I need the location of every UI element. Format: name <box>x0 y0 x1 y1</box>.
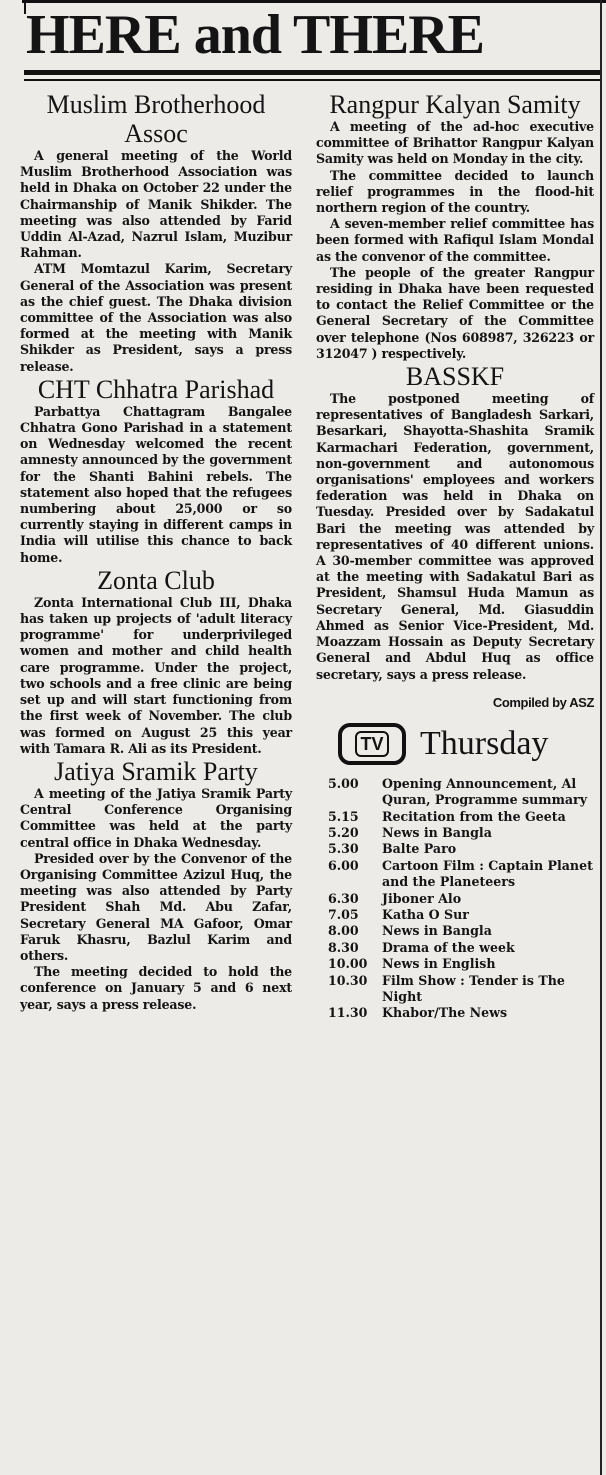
schedule-row <box>328 923 594 939</box>
schedule-row <box>328 956 594 972</box>
article-paragraph: A seven-member relief committee has been formed with Rafiqul Islam Mondal as the convenor of the committee. <box>316 216 594 264</box>
schedule-time: 11.30 <box>328 1005 368 1021</box>
masthead-rule-thick <box>24 70 600 75</box>
schedule-time: 6.00 <box>328 857 359 873</box>
tv-header <box>316 718 594 770</box>
schedule-row <box>328 825 594 841</box>
article-heading: Muslim Brotherhood Assoc <box>46 90 266 148</box>
article-heading: BASSKF <box>405 362 505 392</box>
schedule-program: Jiboner Alo <box>382 890 462 906</box>
schedule-time: 7.05 <box>328 906 359 922</box>
article-heading: Zonta Club <box>97 565 215 595</box>
schedule-row <box>328 973 594 1006</box>
article-paragraph: ATM Momtazul Karim, Secretary General of the Association was present as the chief guest. The Dhaka division committee of the Association was also formed at the meeting with Manik Shikder as President, says a press release. <box>20 261 292 374</box>
schedule-row <box>328 809 594 825</box>
article-heading: Rangpur Kalyan Samity <box>329 90 581 119</box>
article-paragraph: A meeting of the ad-hoc executive committee of Brihattor Rangpur Kalyan Samity was held on Monday in the city. <box>316 119 594 167</box>
compiler-credit: Compiled by ASZ <box>492 694 594 710</box>
schedule-row <box>328 940 594 956</box>
schedule-time: 10.30 <box>328 972 368 988</box>
article-paragraph: The meeting decided to hold the conference on January 5 and 6 next year, says a press release. <box>20 964 292 1012</box>
article-paragraph: Zonta International Club III, Dhaka has taken up projects of 'adult literacy programme' for underprivileged women and mother and child health care programme. Under the project, two schools and a free clinic are being set up and will start functioning from the first week of November. The club was formed on August 25 this year with Tamara R. Ali as its President. <box>20 594 292 756</box>
schedule-time: 5.30 <box>328 841 359 857</box>
article-paragraph: The people of the greater Rangpur residing in Dhaka have been requested to contact the Relief Committee or the General Secretary of the Committee over telephone (Nos 608987, 326223 or 312047 ) respectively. <box>316 264 594 361</box>
schedule-time: 5.15 <box>328 808 359 824</box>
schedule-row <box>328 841 594 857</box>
masthead: HERE and THERE <box>26 4 485 66</box>
schedule-program: Cartoon Film : Captain Planet and the Planeteers <box>382 857 593 890</box>
left-column <box>20 90 292 1013</box>
schedule-program: Balte Paro <box>382 841 457 857</box>
schedule-program: Recitation from the Geeta <box>382 808 566 824</box>
schedule-time: 8.30 <box>328 939 359 955</box>
tv-schedule <box>316 718 594 1022</box>
schedule-time: 5.20 <box>328 824 359 840</box>
article-paragraph: A general meeting of the World Muslim Brotherhood Association was held in Dhaka on October 22 under the Chairmanship of Manik Shikder. The meeting was also attended by Farid Uddin Al-Azad, Nazrul Islam, Muzibur Rahman. <box>20 148 292 261</box>
schedule-list <box>328 776 594 1022</box>
schedule-program: News in Bangla <box>382 824 492 840</box>
schedule-program: News in English <box>382 956 496 972</box>
article-cht-chhatra-parishad <box>20 375 292 566</box>
schedule-row <box>328 891 594 907</box>
schedule-program: Katha O Sur <box>382 906 469 922</box>
column-rule <box>600 0 602 1475</box>
article-muslim-brotherhood <box>20 90 292 375</box>
tv-logo-icon <box>338 723 406 765</box>
article-paragraph: Presided over by the Convenor of the Organising Committee Azizul Huq, the meeting was also attended by Party President Shah Md. Abu Zafar, Secretary General MA Gafoor, Omar Faruk Khasru, Bazlul Karim and others. <box>20 850 292 963</box>
schedule-time: 8.00 <box>328 923 359 939</box>
article-heading: Jatiya Sramik Party <box>54 756 258 786</box>
schedule-row <box>328 1005 594 1021</box>
article-paragraph: The postponed meeting of representatives of Bangladesh Sarkari, Besarkari, Shayotta-Shashita Sramik Karmachari Federation, government, non-government and autonomous organisations' employees and workers federation was held in Dhaka on Tuesday. Presided over by Sadakatul Bari the meeting was attended by representatives of 40 different unions. A 30-member committee was approved at the meeting with Sadakatul Bari as President, Shamsul Huda Mamun as Secretary General, Md. Giasuddin Ahmed as Senior Vice-President, Md. Moazzam Hossain as Deputy Secretary General and Abdul Huq as office secretary, says a press release. <box>316 391 594 682</box>
schedule-row <box>328 858 594 891</box>
article-basskf <box>316 362 594 683</box>
schedule-row <box>328 907 594 923</box>
schedule-program: Film Show : Tender is The Night <box>382 972 565 1004</box>
schedule-time: 5.00 <box>328 775 359 791</box>
article-paragraph: Parbattya Chattagram Bangalee Chhatra Gono Parishad in a statement on Wednesday welcomed the recent amnesty announced by the government for the Shanti Bahini rebels. The statement also hoped that the refugees numbering about 25,000 or so currently staying in different camps in India will utilise this chance to back home. <box>20 403 292 565</box>
schedule-time: 6.30 <box>328 890 359 906</box>
tv-day-title: Thursday <box>420 724 549 762</box>
right-column <box>316 90 594 1022</box>
tv-logo-text: TV <box>355 731 388 757</box>
masthead-rule-thin <box>24 79 600 81</box>
schedule-program: News in Bangla <box>382 923 492 939</box>
article-paragraph: The committee decided to launch relief programmes in the flood-hit northern region of the country. <box>316 167 594 216</box>
schedule-program: Khabor/The News <box>382 1005 508 1021</box>
article-heading: CHT Chhatra Parishad <box>37 374 275 404</box>
article-zonta-club <box>20 566 292 757</box>
schedule-program: Opening Announcement, Al Quran, Programme summary <box>382 775 588 808</box>
schedule-program: Drama of the week <box>382 939 515 955</box>
article-paragraph: A meeting of the Jatiya Sramik Party Central Conference Organising Committee was held at the party central office in Dhaka Wednesday. <box>20 785 292 850</box>
article-jatiya-sramik-party <box>20 757 292 1013</box>
article-rangpur-kalyan-samity <box>316 90 594 362</box>
schedule-row <box>328 776 594 809</box>
schedule-time: 10.00 <box>328 956 368 972</box>
